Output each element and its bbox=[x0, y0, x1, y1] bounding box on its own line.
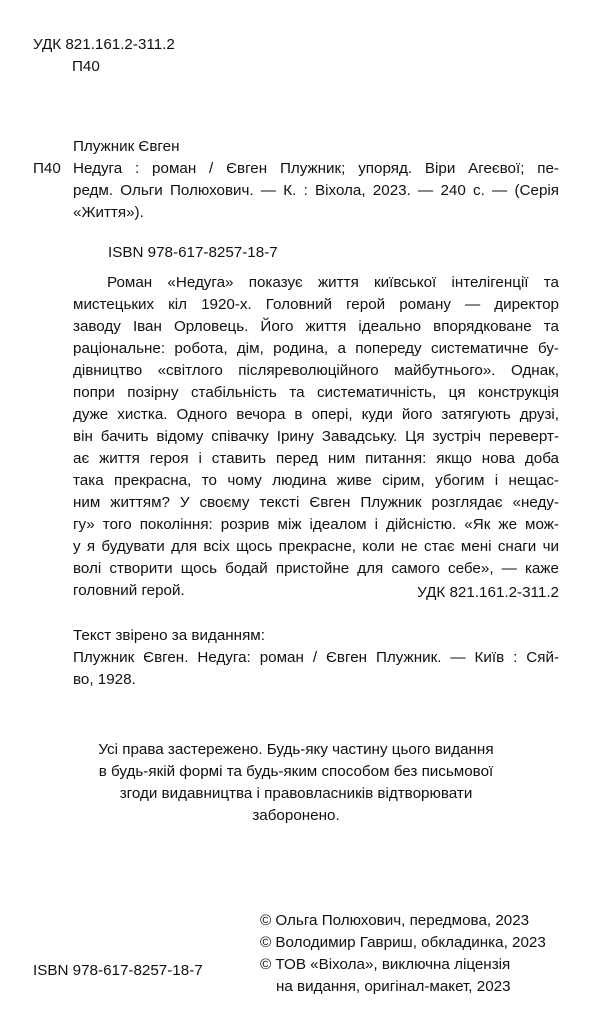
rights-notice bbox=[33, 739, 559, 827]
annotation-line: волі створити щось бодай пристойне для самого себе», — каже bbox=[73, 560, 559, 577]
udk-code-bottom: УДК 821.161.2-311.2 bbox=[417, 584, 559, 601]
isbn-line: ISBN 978-617-8257-18-7 bbox=[108, 244, 278, 261]
author-cutter-mark: П40 bbox=[33, 160, 61, 177]
annotation-line: така прекрасна, то чому людина живе сірим, убогим і нещас- bbox=[73, 472, 559, 489]
copyright-block bbox=[260, 910, 546, 998]
rights-line: в будь-якій формі та будь-яким способом без письмової bbox=[98, 763, 494, 780]
annotation-line: ає життя героя і ставить перед ним питання: якщо нова доба bbox=[73, 450, 559, 467]
annotation-line: він бачить відому співачку Ірину Завадську. Ця зустріч переверт- bbox=[73, 428, 559, 445]
copyright-line: © Володимир Гавриш, обкладинка, 2023 bbox=[260, 934, 546, 951]
udk-code-top: УДК 821.161.2-311.2 bbox=[33, 36, 175, 53]
annotation-line: заводу Іван Орловець. Його життя ідеально впорядковане та bbox=[73, 318, 559, 335]
bib-line: Недуга : роман / Євген Плужник; упоряд. Віри Агеєвої; пе- bbox=[73, 160, 559, 177]
source-line: Плужник Євген. Недуга: роман / Євген Плужник. — Київ : Сяй- bbox=[73, 649, 559, 666]
author-heading: Плужник Євген bbox=[73, 138, 180, 155]
copyright-line: © Ольга Полюхович, передмова, 2023 bbox=[260, 912, 530, 929]
annotation-line: головний герой. bbox=[73, 582, 185, 599]
rights-line: згоди видавництва і правовласників відтворювати bbox=[119, 785, 473, 802]
annotation-paragraph bbox=[73, 272, 559, 602]
source-line: Текст звірено за виданням: bbox=[73, 627, 265, 644]
annotation-line: раціональне: робота, дім, родина, а попереду систематичне бу- bbox=[73, 340, 559, 357]
source-edition-note bbox=[73, 625, 559, 691]
source-line: во, 1928. bbox=[73, 671, 136, 688]
annotation-line: ним життям? У своєму тексті Євген Плужник розглядає «неду- bbox=[73, 494, 559, 511]
annotation-line: дуже хистка. Одного вечора в опері, куди його затягують друзі, bbox=[73, 406, 559, 423]
author-cutter-mark-top: П40 bbox=[72, 58, 100, 75]
copyright-line: на видання, оригінал-макет, 2023 bbox=[276, 978, 511, 995]
annotation-line: попри позірну стабільність та систематичність, ця конструкція bbox=[73, 384, 559, 401]
copyright-line: © ТОВ «Віхола», виключна ліцензія bbox=[260, 956, 511, 973]
bib-line: редм. Ольги Полюхович. — К. : Віхола, 2023. — 240 с. — (Серія bbox=[73, 182, 559, 199]
bibliographic-description bbox=[73, 158, 559, 224]
annotation-line: мистецьких кіл 1920-х. Головний герой роману — директор bbox=[73, 296, 559, 313]
annotation-line: Роман «Недуга» показує життя київської інтелігенції та bbox=[107, 274, 559, 291]
annotation-line: дівництво «світлого післяреволюційного майбутнього». Однак, bbox=[73, 362, 559, 379]
bib-line: «Життя»). bbox=[73, 204, 144, 221]
rights-line: заборонено. bbox=[252, 807, 340, 824]
annotation-line: гу» того покоління: розрив між ідеалом і дійсністю. «Як же мож- bbox=[73, 516, 559, 533]
rights-line: Усі права застережено. Будь-яку частину цього видання bbox=[98, 741, 494, 758]
annotation-line: у я будувати для всіх щось прекрасне, коли не стає мені снаги чи bbox=[73, 538, 559, 555]
isbn-bottom: ISBN 978-617-8257-18-7 bbox=[33, 962, 203, 979]
